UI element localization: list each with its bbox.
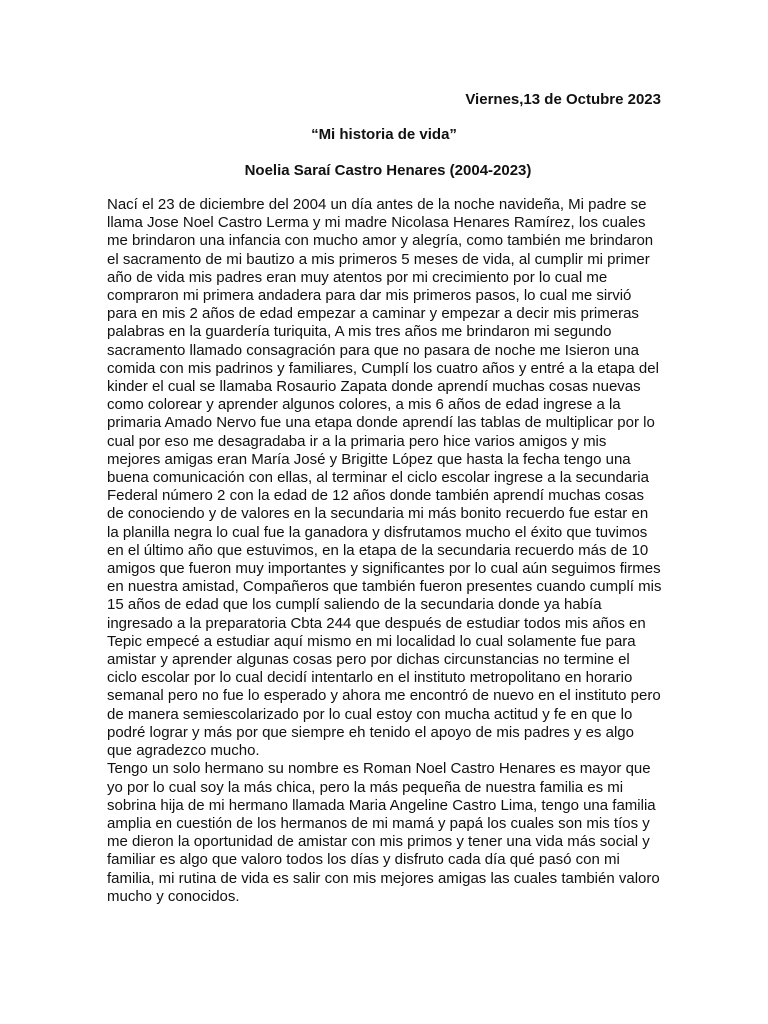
author-line: Noelia Saraí Castro Henares (2004-2023): [244, 162, 532, 179]
body-paragraph: Nací el 23 de diciembre del 2004 un día antes de la noche navideña, Mi padre se llama Jose Noel Castro Lerma y mi madre Nicolasa Henares Ramírez, los cuales me brindaron una infancia con mucho amor y alegría, como también me brindaron el sacramento de mi bautizo a mis primeros 5 meses de vida, al cumplir mi primer año de vida mis padres eran muy atentos por mi crecimiento por lo cual me compraron mi primera andadera para dar mis primeros pasos, lo cual me sirvió para en mis 2 años de edad empezar a caminar y empezar a decir mis primeras palabras en la guardería turiquita, A mis tres años me brindaron mi segundo sacramento llamado consagración para que no pasara de noche me Isieron una comida con mis padrinos y familiares, Cumplí los cuatro años y entré a la etapa del kinder el cual se llamaba Rosaurio Zapata donde aprendí muchas cosas nuevas como colorear y aprender algunos colores, a mis 6 años de edad ingrese a la primaria Amado Nervo fue una etapa donde aprendí las tablas de multiplicar por lo cual por eso me desagradaba ir a la primaria pero hice varios amigos y mis mejores amigas eran María José y Brigitte López que hasta la fecha tengo una buena comunicación con ellas, al terminar el ciclo escolar ingrese a la secundaria Federal número 2 con la edad de 12 años donde también aprendí muchas cosas de conociendo y de valores en la secundaria mi más bonito recuerdo fue estar en la planilla negra lo cual fue la ganadora y disfrutamos mucho el éxito que tuvimos en el último año que estuvimos, en la etapa de la secundaria recuerdo más de 10 amigos que fueron muy importantes y significantes por lo cual aún seguimos firmes en nuestra amistad, Compañeros que también fueron presentes cuando cumplí mis 15 años de edad que los cumplí saliendo de la secundaria donde ya había ingresado a la preparatoria Cbta 244 que después de estudiar todos mis años en Tepic empecé a estudiar aquí mismo en mi localidad lo cual solamente fue para amistar y aprender algunas cosas pero por dichas circunstancias no termine el ciclo escolar por lo cual decidí intentarlo en el instituto metropolitano en horario semanal pero no fue lo esperado y ahora me encontró de nuevo en el instituto pero de manera semiescolarizado por lo cual estoy con mucha actitud y fe en que lo podré lograr y más por que siempre eh tenido el apoyo de mis padres y es algo que agradezco mucho.: [107, 196, 662, 760]
body-paragraph: Tengo un solo hermano su nombre es Roman Noel Castro Henares es mayor que yo por lo cual soy la más chica, pero la más pequeña de nuestra familia es mi sobrina hija de mi hermano llamada Maria Angeline Castro Lima, tengo una familia amplia en cuestión de los hermanos de mi mamá y papá los cuales son mis tíos y me dieron la oportunidad de amistar con mis primos y tener una vida más social y familiar es algo que valoro todos los días y disfruto cada día qué pasó con mi familia, mi rutina de vida es salir con mis mejores amigas las cuales también valoro mucho y conocidos.: [107, 760, 660, 905]
document-body: [107, 196, 663, 906]
document-date: Viernes,13 de Octubre 2023: [465, 91, 661, 108]
document-title: “Mi historia de vida”: [311, 126, 457, 143]
